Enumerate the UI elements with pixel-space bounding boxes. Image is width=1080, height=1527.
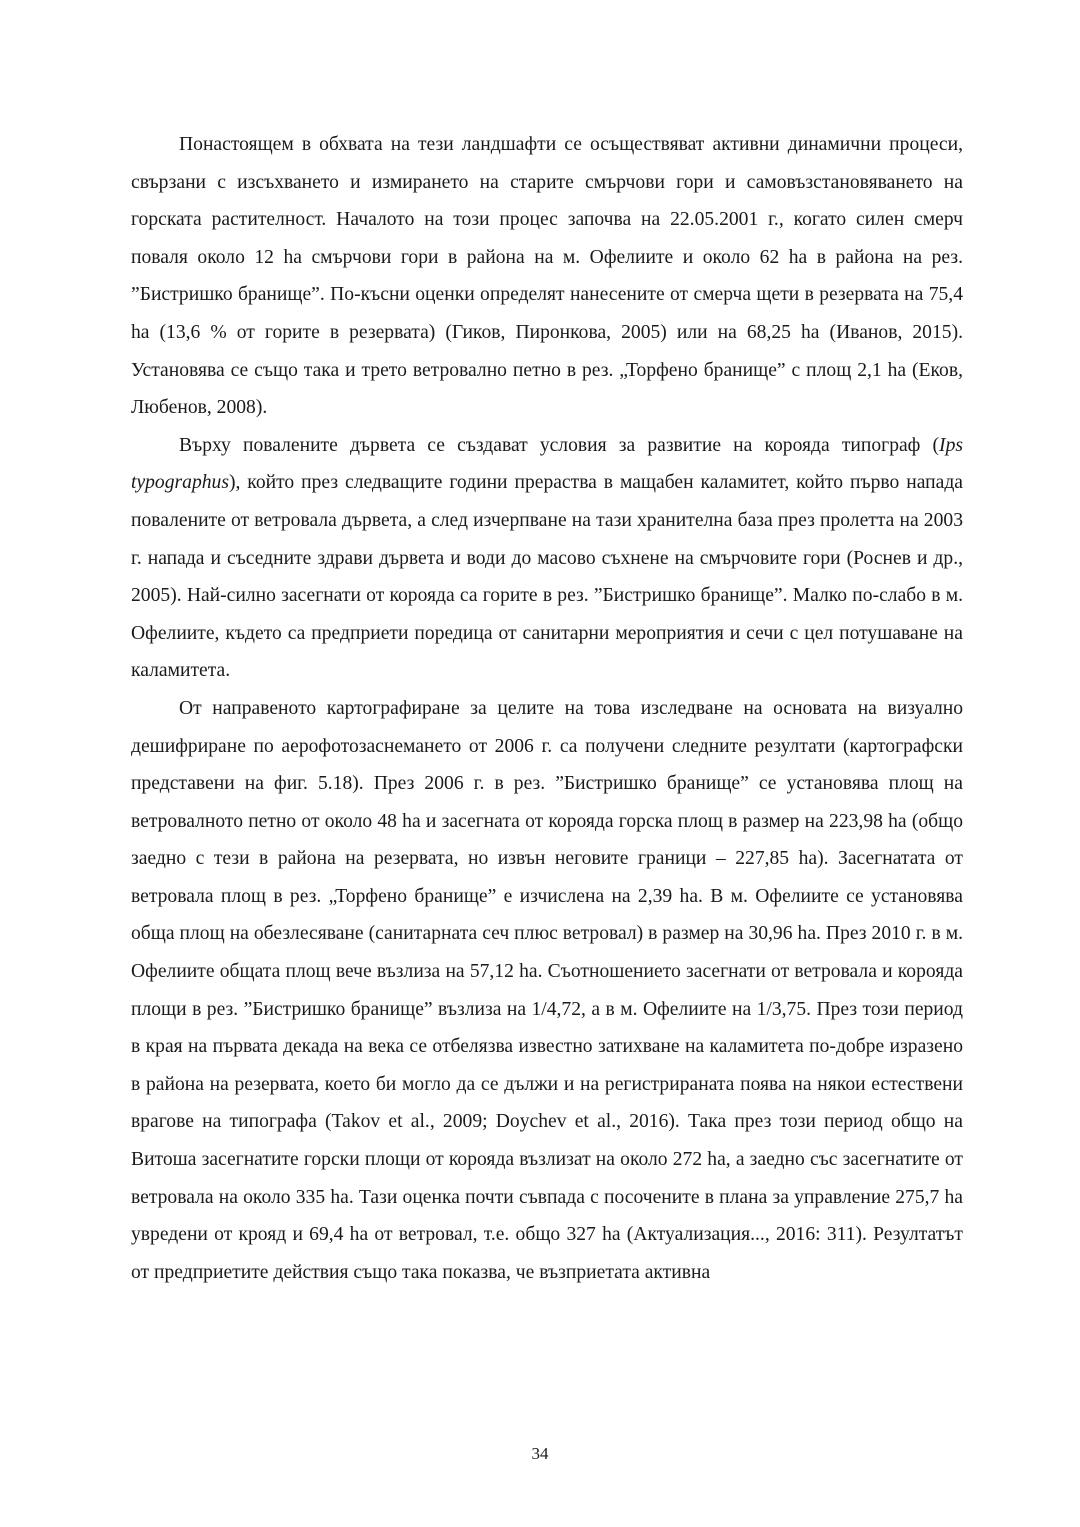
page-body (131, 126, 963, 1291)
paragraph-2-lead: Върху повалените дървета се създават условия за развитие на корояда типограф ( (179, 434, 940, 456)
species-name-italic: Ips typographus (131, 434, 963, 494)
paragraph-2 (131, 427, 963, 690)
paragraph-1: Понастоящем в обхвата на тези ландшафти се осъществяват активни динамични процеси, свързани с изсъхването и измирането на старите смърчови гори и самовъзстановяването на горската растителност. Началото на този процес започва на 22.05.2001 г., когато силен смерч поваля около 12 ha смърчови гори в района на м. Офелиите и около 62 ha в района на рез. ”Бистришко бранище”. По-късни оценки определят нанесените от смерча щети в резервата на 75,4 ha (13,6 % от горите в резервата) (Гиков, Пиронкова, 2005) или на 68,25 ha (Иванов, 2015). Установява се също така и трето ветровално петно в рез. „Торфено бранище” с площ 2,1 ha (Еков, Любенов, 2008). (131, 134, 963, 419)
paragraph-3: От направеното картографиране за целите на това изследване на основата на визуално дешифриране по аерофотозаснемането от 2006 г. са получени следните резултати (картографски представени на фиг. 5.18). През 2006 г. в рез. ”Бистришко бранище” се установява площ на ветровалното петно от около 48 ha и засегната от корояда горска площ в размер на 223,98 ha (общо заедно с тези в района на резервата, но извън неговите граници – 227,85 ha). Засегнатата от ветровала площ в рез. „Торфено бранище” е изчислена на 2,39 ha. В м. Офелиите се установява обща площ на обезлесяване (санитарната сеч плюс ветровал) в размер на 30,96 ha. През 2010 г. в м. Офелиите общата площ вече възлиза на 57,12 ha. Съотношението засегнати от ветровала и корояда площи в рез. ”Бистришко бранище” възлиза на 1/4,72, а в м. Офелиите на 1/3,75. През този период в края на първата декада на века се отбелязва известно затихване на каламитета по-добре изразено в района на резервата, което би могло да се дължи и на регистрираната поява на някои естествени врагове на типографа (Takov et al., 2009; Doychev et al., 2016). Така през този период общо на Витоша засегнатите горски площи от корояда възлизат на около 272 ha, а заедно със засегнатите от ветровала на около 335 ha. Тази оценка почти съвпада с посочените в плана за управление 275,7 ha увредени от крояд и 69,4 ha от ветровал, т.е. общо 327 ha (Актуализация..., 2016: 311). Резултатът от предприетите действия също така показва, че възприетата активна (131, 697, 963, 1283)
paragraph-2-rest: ), който през следващите години прераства в мащабен каламитет, който първо напада повалените от ветровала дървета, а след изчерпване на тази хранителна база през пролетта на 2003 г. напада и съседните здрави дървета и води до масово съхнене на смърчовите гори (Роснев и др., 2005). Най-силно засегнати от корояда са горите в рез. ”Бистришко бранище”. Малко по-слабо в м. Офелиите, където са предприети поредица от санитарни мероприятия и сечи с цел потушаване на каламитета. (131, 472, 963, 682)
page-number: 34 (531, 1444, 549, 1463)
